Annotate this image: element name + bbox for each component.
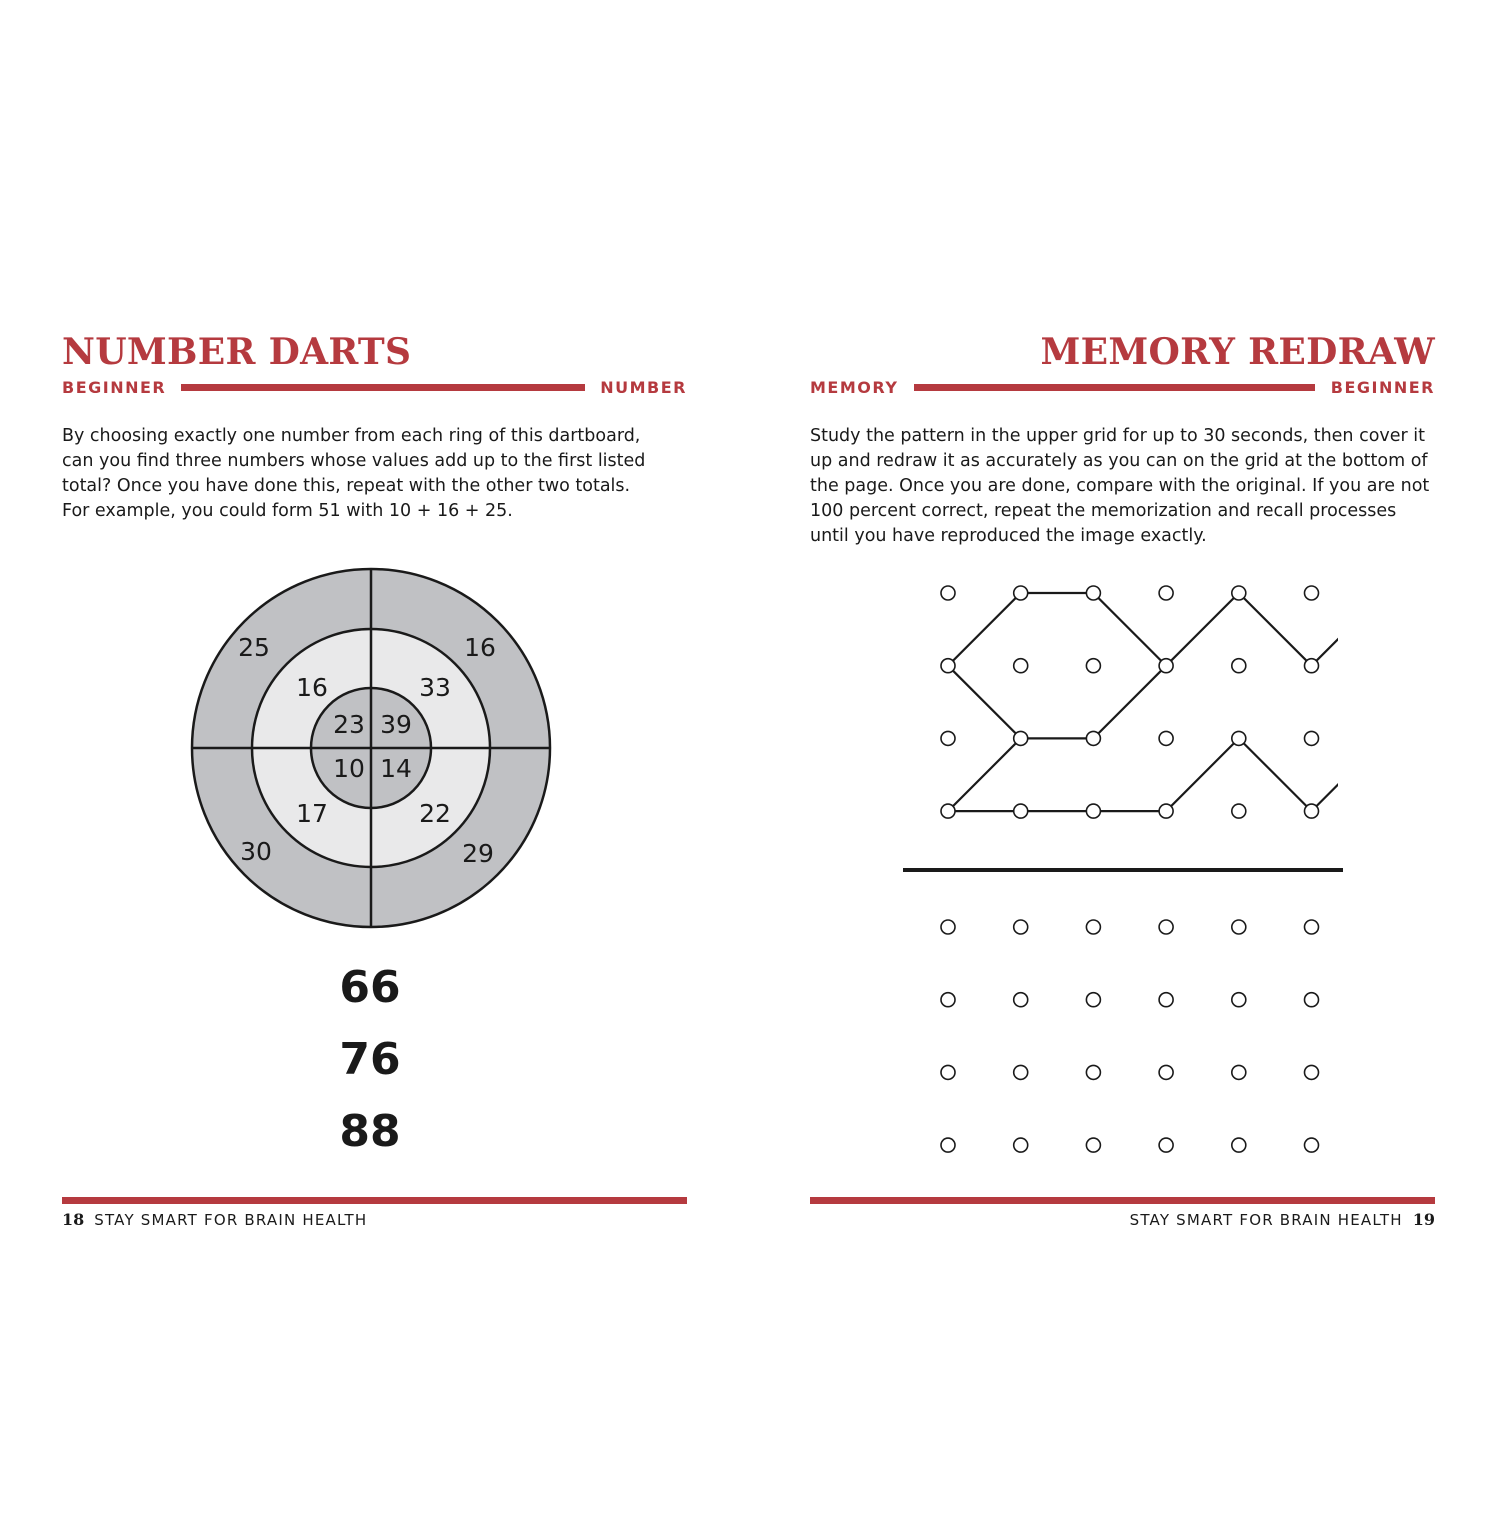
recall-grid-dot (1305, 1065, 1319, 1079)
inner-ring-number: 14 (380, 754, 412, 783)
pattern-grid-dot (1086, 659, 1100, 673)
right-footer-title: STAY SMART FOR BRAIN HEALTH (1129, 1211, 1403, 1229)
pattern-line (948, 593, 1338, 811)
pattern-grid-dot (1232, 586, 1246, 600)
pattern-grid-dot (1305, 731, 1319, 745)
recall-grid-dot (941, 993, 955, 1007)
pattern-grid-dot (941, 659, 955, 673)
recall-grid-dot (941, 1138, 955, 1152)
right-header-rule (914, 384, 1315, 391)
left-footer-title: STAY SMART FOR BRAIN HEALTH (94, 1211, 368, 1229)
target-total: 88 (339, 1106, 401, 1157)
pattern-grid-dot (1086, 586, 1100, 600)
left-page-title: NUMBER DARTS (62, 331, 412, 373)
pattern-grid-dot (1014, 804, 1028, 818)
pattern-grid (918, 573, 1338, 833)
inner-ring-number: 10 (333, 754, 365, 783)
pattern-grid-dot (1014, 659, 1028, 673)
pattern-grid-dot (1086, 731, 1100, 745)
recall-grid-dot (1086, 920, 1100, 934)
recall-grid-dot (1086, 993, 1100, 1007)
pattern-grid-dot (1232, 659, 1246, 673)
recall-grid-dot (1305, 1138, 1319, 1152)
target-total: 66 (339, 962, 401, 1013)
pattern-grid-dot (941, 586, 955, 600)
pattern-grid-dot (941, 731, 955, 745)
recall-grid-dot (1159, 1138, 1173, 1152)
recall-grid-dot (1159, 920, 1173, 934)
target-total: 76 (339, 1034, 401, 1085)
right-footer (1130, 1209, 1435, 1231)
recall-grid-dot (1014, 1138, 1028, 1152)
pattern-grid-dot (1305, 586, 1319, 600)
pattern-grid-dot (1305, 804, 1319, 818)
recall-grid-dot (1305, 920, 1319, 934)
inner-ring-number: 39 (380, 710, 412, 739)
outer-ring-number: 30 (240, 837, 272, 866)
pattern-grid-dot (1086, 804, 1100, 818)
left-header-rule (181, 384, 585, 391)
pattern-grid-dot (1159, 804, 1173, 818)
right-instructions: Study the pattern in the upper grid for up to 30 seconds, then cover it up and redraw it as accurately as you can on the grid at the bottom of the page. Once you are done, compare with the original. If you are not 100 percent correct, repeat the memorization and recall processes until you have reproduced the image exactly. (810, 426, 1430, 546)
pattern-line (948, 593, 1166, 738)
dartboard (189, 566, 553, 930)
right-page-title: MEMORY REDRAW (1040, 331, 1435, 373)
right-footer-rule (810, 1197, 1435, 1204)
pattern-grid-dot (1159, 586, 1173, 600)
right-page-number: 19 (1412, 1210, 1435, 1229)
pattern-grid-dot (1159, 731, 1173, 745)
pattern-grid-dot (1014, 731, 1028, 745)
recall-grid-dot (1086, 1138, 1100, 1152)
recall-grid-dot (1305, 993, 1319, 1007)
pattern-grid-dot (1159, 659, 1173, 673)
pattern-grid-dot (1305, 659, 1319, 673)
recall-grid-dot (1232, 920, 1246, 934)
recall-grid-dot (1232, 1065, 1246, 1079)
right-difficulty-label: BEGINNER (1330, 378, 1435, 397)
recall-grid (918, 907, 1338, 1167)
middle-ring-number: 17 (296, 799, 328, 828)
recall-grid-dot (1014, 993, 1028, 1007)
outer-ring-number: 25 (238, 633, 270, 662)
recall-grid-dot (1159, 993, 1173, 1007)
middle-ring-number: 16 (296, 673, 328, 702)
recall-grid-dot (941, 920, 955, 934)
middle-ring-number: 33 (419, 673, 451, 702)
pattern-grid-dot (1232, 804, 1246, 818)
pattern-grid-dot (941, 804, 955, 818)
left-footer-rule (62, 1197, 687, 1204)
recall-grid-dot (1159, 1065, 1173, 1079)
pattern-grid-dot (1014, 586, 1028, 600)
grid-divider (903, 868, 1343, 872)
outer-ring-number: 16 (464, 633, 496, 662)
recall-grid-dot (1232, 1138, 1246, 1152)
right-category-label: MEMORY (810, 378, 899, 397)
recall-grid-dot (1232, 993, 1246, 1007)
outer-ring-number: 29 (462, 839, 494, 868)
left-footer (62, 1209, 367, 1231)
left-difficulty-label: BEGINNER (62, 378, 167, 397)
middle-ring-number: 22 (419, 799, 451, 828)
pattern-grid-dot (1232, 731, 1246, 745)
recall-grid-dot (941, 1065, 955, 1079)
recall-grid-dot (1086, 1065, 1100, 1079)
left-instructions: By choosing exactly one number from each ring of this dartboard, can you find three numbers whose values add up to the first listed total? Once you have done this, repeat with the other two totals. For example, you could form 51 with 10 + 16 + 25. (62, 426, 646, 521)
recall-grid-dot (1014, 920, 1028, 934)
left-category-label: NUMBER (600, 378, 687, 397)
inner-ring-number: 23 (333, 710, 365, 739)
left-page-number: 18 (62, 1210, 85, 1229)
recall-grid-dot (1014, 1065, 1028, 1079)
